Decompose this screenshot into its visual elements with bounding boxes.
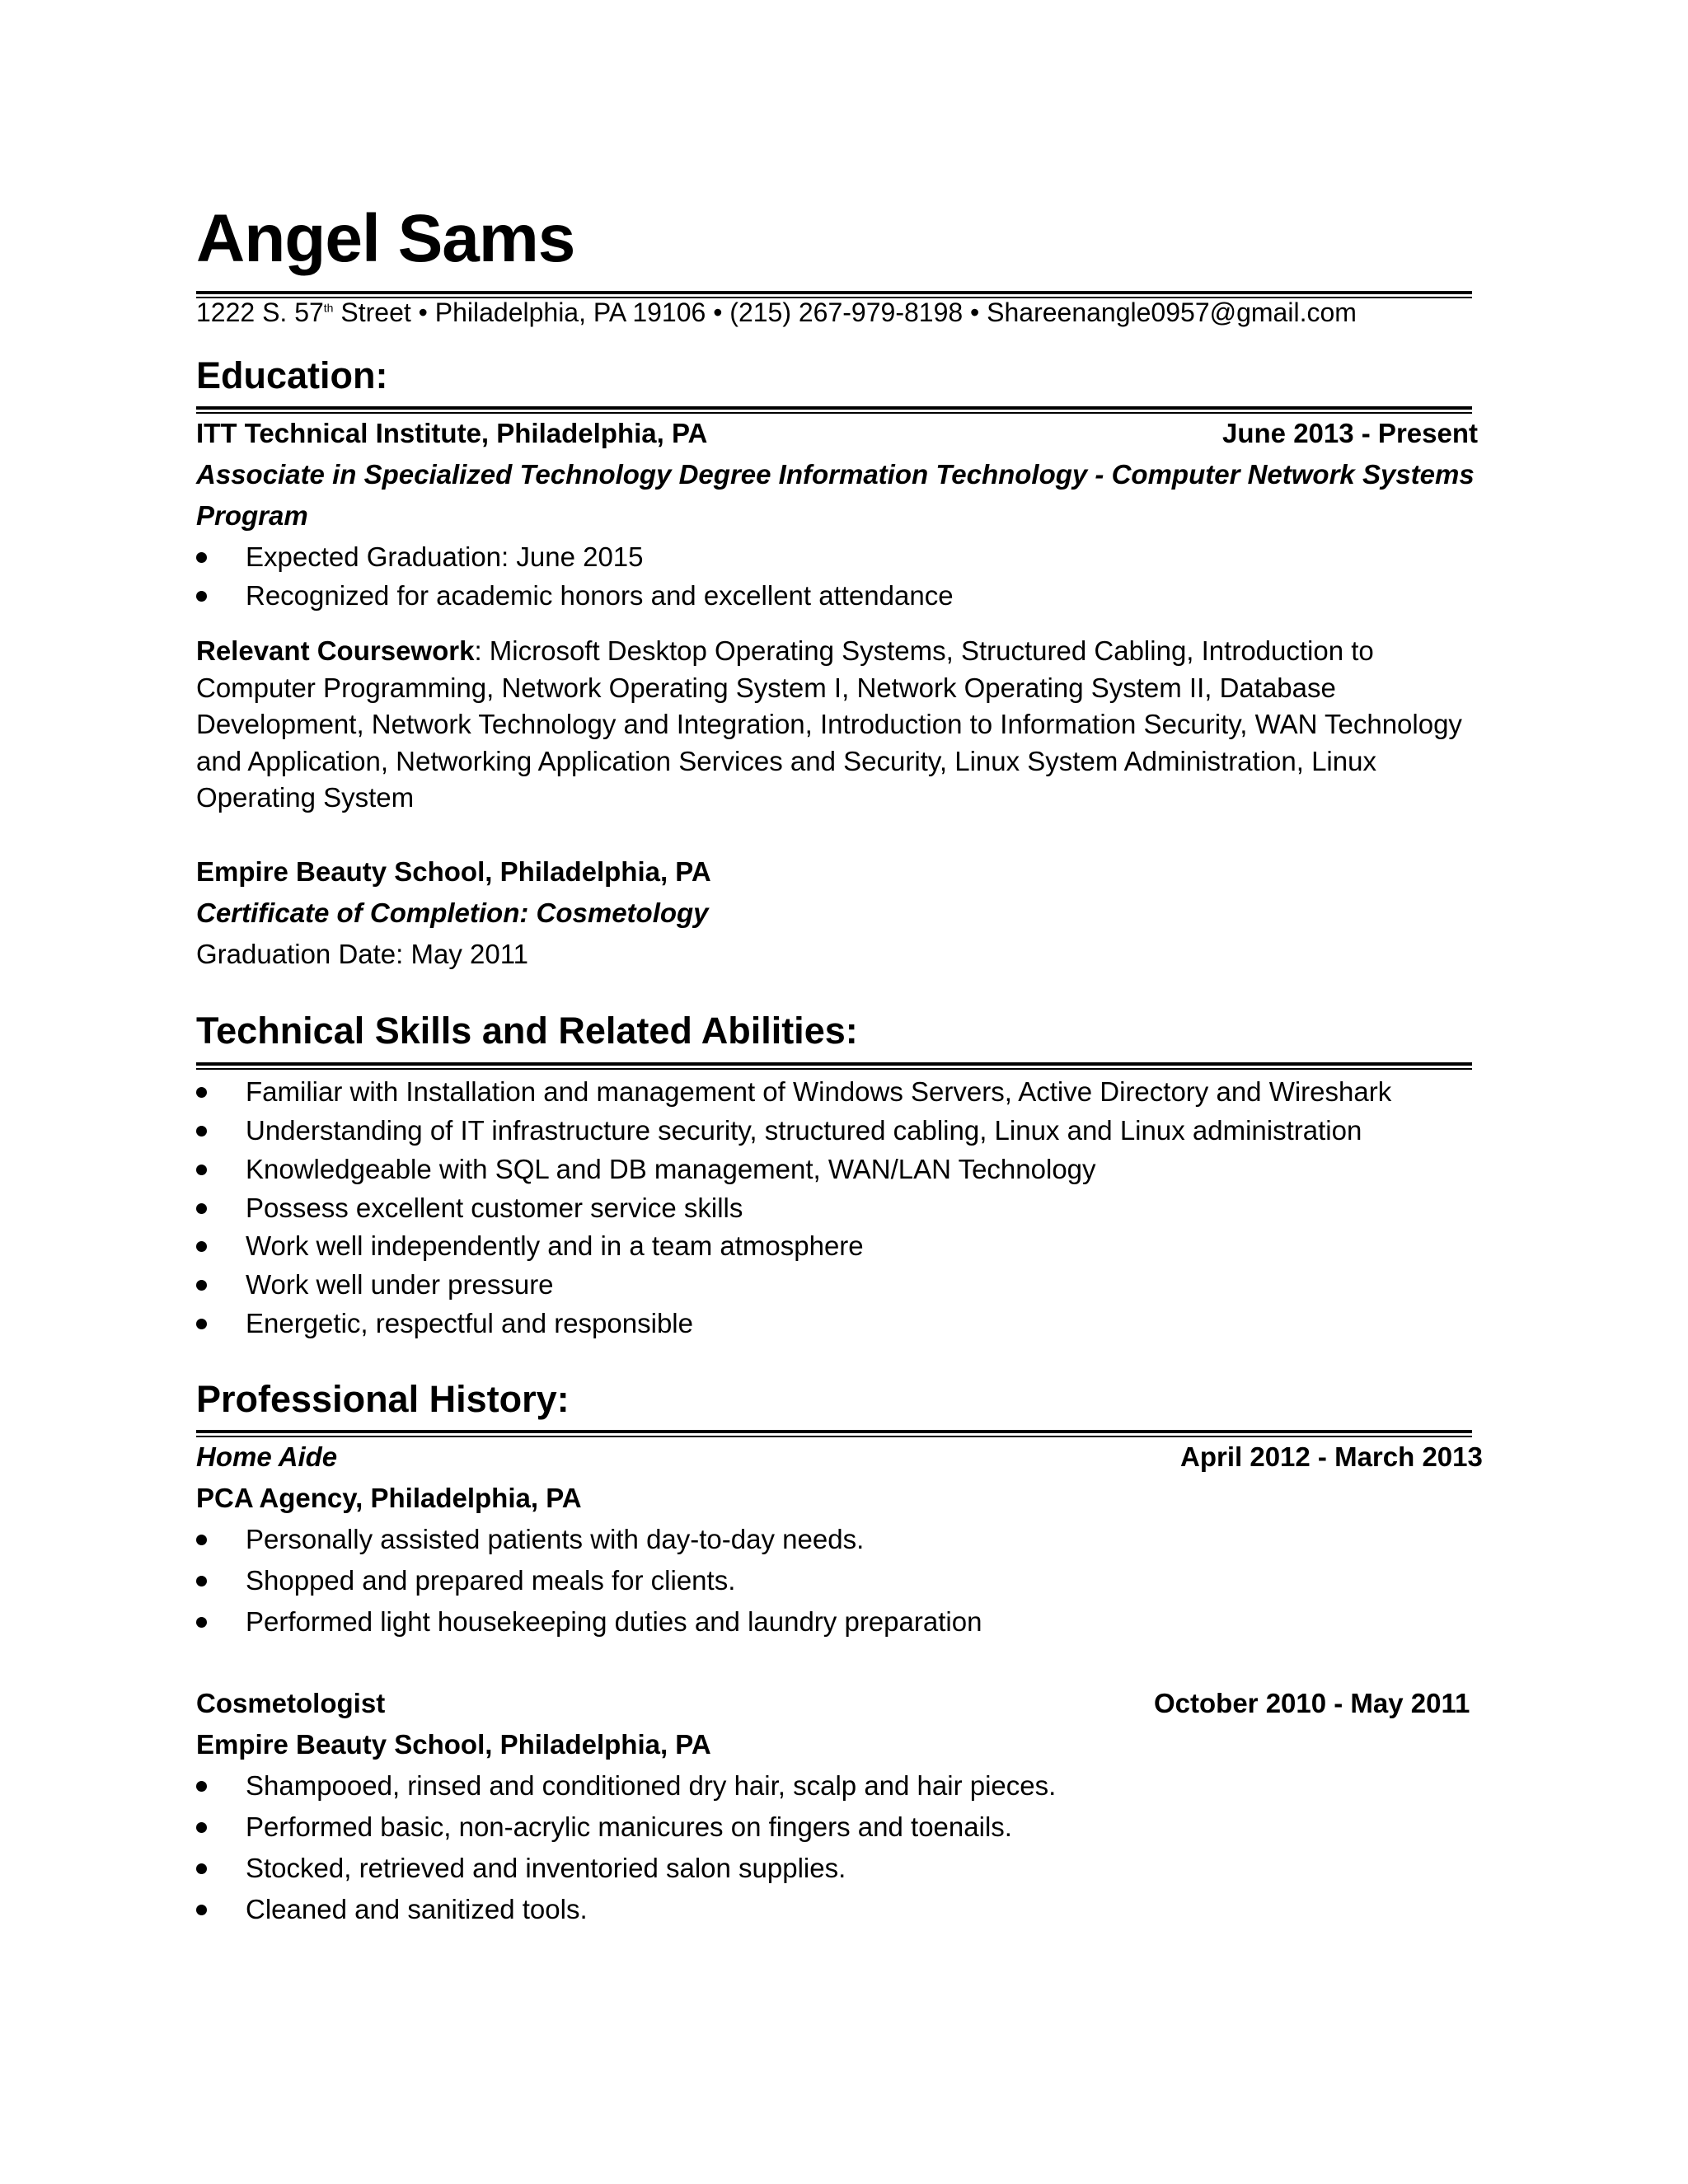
bullet-icon bbox=[196, 1576, 207, 1586]
job-role: Cosmetologist bbox=[196, 1688, 386, 1718]
list-item-text: Performed basic, non-acrylic manicures on fingers and toenails. bbox=[246, 1811, 1012, 1842]
bullet-icon bbox=[196, 1822, 207, 1833]
address-prefix: 1222 S. 57 bbox=[196, 298, 324, 327]
contact-line bbox=[196, 298, 1357, 328]
list-item-text: Understanding of IT infrastructure security, structured cabling, Linux and Linux administration bbox=[246, 1115, 1362, 1146]
empire-certificate: Certificate of Completion: Cosmetology bbox=[196, 898, 709, 928]
list-item-text: Recognized for academic honors and excellent attendance bbox=[246, 580, 954, 611]
list-item-text: Expected Graduation: June 2015 bbox=[246, 541, 644, 572]
bullet-icon bbox=[196, 1781, 207, 1792]
bullet-icon bbox=[196, 1280, 207, 1291]
bullet-icon bbox=[196, 591, 207, 602]
bullet-icon bbox=[196, 552, 207, 563]
coursework-paragraph bbox=[196, 633, 1482, 817]
bullet-icon bbox=[196, 1165, 207, 1175]
bullet-icon bbox=[196, 1863, 207, 1874]
contact-details: Street • Philadelphia, PA 19106 • (215) 267-979-8198 • Shareenangle0957@gmail.com bbox=[333, 298, 1357, 327]
bullet-icon bbox=[196, 1617, 207, 1628]
bullet-icon bbox=[196, 1126, 207, 1137]
coursework-text: : Microsoft Desktop Operating Systems, Structured Cabling, Introduction to Computer Programming, Network Operating System I, Network Operating System II, Database Development, Network Technology and Integration, Introduction to Information Security, WAN Technology and Application, Networking Application Services and Security, Linux System Administration, Linux Operating System bbox=[196, 635, 1462, 813]
job-role: Home Aide bbox=[196, 1441, 338, 1472]
bullet-icon bbox=[196, 1241, 207, 1252]
list-item-text: Personally assisted patients with day-to-day needs. bbox=[246, 1524, 865, 1554]
itt-degree-line2: Program bbox=[196, 500, 308, 531]
empire-graduation: Graduation Date: May 2011 bbox=[196, 939, 528, 969]
itt-school: ITT Technical Institute, Philadelphia, PA bbox=[196, 418, 708, 448]
education-divider bbox=[196, 406, 1472, 414]
history-divider bbox=[196, 1430, 1472, 1437]
itt-dates: June 2013 - Present bbox=[1222, 418, 1478, 448]
coursework-label: Relevant Coursework bbox=[196, 635, 475, 666]
list-item-text: Familiar with Installation and management of Windows Servers, Active Directory and Wireshark bbox=[246, 1076, 1392, 1107]
job-employer: PCA Agency, Philadelphia, PA bbox=[196, 1483, 582, 1513]
address-ordinal: th bbox=[323, 301, 334, 315]
candidate-name: Angel Sams bbox=[196, 201, 575, 276]
list-item-text: Stocked, retrieved and inventoried salon supplies. bbox=[246, 1853, 846, 1883]
list-item-text: Shampooed, rinsed and conditioned dry hair, scalp and hair pieces. bbox=[246, 1770, 1057, 1801]
bullet-icon bbox=[196, 1319, 207, 1329]
list-item-text: Possess excellent customer service skills bbox=[246, 1193, 743, 1223]
skills-divider bbox=[196, 1062, 1472, 1070]
history-heading: Professional History: bbox=[196, 1378, 570, 1420]
list-item-text: Shopped and prepared meals for clients. bbox=[246, 1565, 736, 1596]
list-item-text: Work well independently and in a team atmosphere bbox=[246, 1230, 864, 1261]
empire-school: Empire Beauty School, Philadelphia, PA bbox=[196, 856, 711, 887]
education-heading: Education: bbox=[196, 354, 388, 396]
job-dates: October 2010 - May 2011 bbox=[1154, 1688, 1470, 1718]
bullet-icon bbox=[196, 1203, 207, 1214]
job-employer: Empire Beauty School, Philadelphia, PA bbox=[196, 1729, 711, 1760]
bullet-icon bbox=[196, 1535, 207, 1545]
itt-degree-line1: Associate in Specialized Technology Degree Information Technology - Computer Network Systems bbox=[196, 459, 1475, 490]
skills-heading: Technical Skills and Related Abilities: bbox=[196, 1010, 858, 1052]
list-item-text: Work well under pressure bbox=[246, 1269, 554, 1300]
bullet-icon bbox=[196, 1905, 207, 1915]
list-item-text: Performed light housekeeping duties and laundry preparation bbox=[246, 1606, 982, 1637]
list-item-text: Energetic, respectful and responsible bbox=[246, 1308, 693, 1338]
list-item-text: Knowledgeable with SQL and DB management, WAN/LAN Technology bbox=[246, 1154, 1096, 1184]
bullet-icon bbox=[196, 1087, 207, 1098]
list-item-text: Cleaned and sanitized tools. bbox=[246, 1894, 588, 1924]
job-dates: April 2012 - March 2013 bbox=[1180, 1441, 1483, 1472]
